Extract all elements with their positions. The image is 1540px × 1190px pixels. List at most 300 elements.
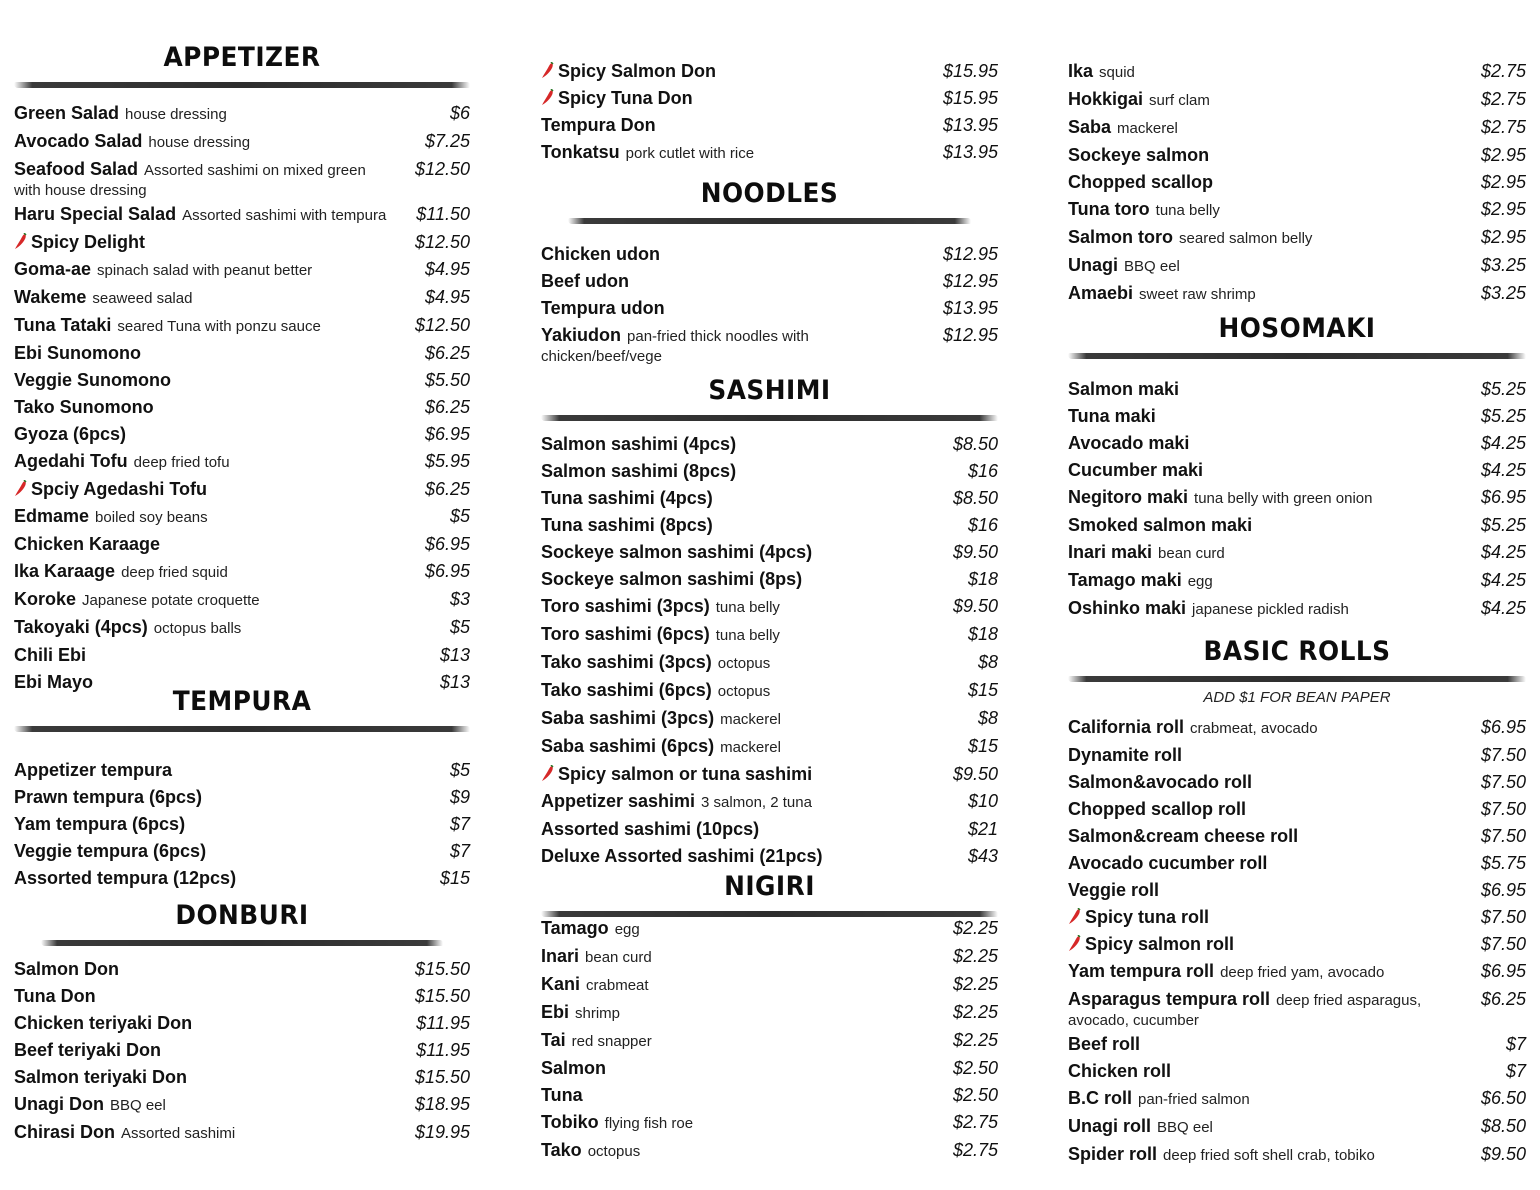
menu-item-text [14,838,390,865]
menu-item-name: Salmon&avocado roll [1068,772,1253,792]
section-donburi-continued [541,58,998,167]
brush-divider [41,940,442,946]
menu-item-description: BBQ eel [110,1097,166,1114]
menu-item-description: flying fish roe [604,1115,694,1132]
menu-item-description: tuna belly with green onion [1194,490,1373,507]
menu-item-price: $7.25 [424,131,470,151]
menu-item-price: $15 [967,680,998,700]
menu-item-price: $6 [449,103,470,123]
menu-item-description: crabmeat [586,977,649,994]
chili-pepper-icon [14,231,27,248]
menu-item-price: $15.50 [414,1067,470,1087]
menu-item [14,367,470,394]
menu-item [14,757,470,784]
menu-item-text [14,1119,390,1147]
menu-item-name: Green Salad [14,103,120,123]
menu-item [1068,142,1526,169]
menu-item-name: Inari [541,946,580,966]
menu-item-price: $7.50 [1480,799,1526,819]
menu-item-price: $5.25 [1480,515,1526,535]
menu-item [1068,169,1526,196]
menu-item-name: Tempura Don [541,115,656,135]
menu-item-price: $8.50 [952,434,998,454]
menu-item-description: seared Tuna with ponzu sauce [117,318,321,335]
section-title-nigiri: NIGIRI [724,871,815,902]
menu-item-text [541,999,918,1027]
menu-item-description: BBQ eel [1124,258,1180,275]
menu-item [14,394,470,421]
menu-item [14,838,470,865]
menu-item-description: house dressing [148,134,251,151]
menu-item-text [1068,1058,1446,1085]
menu-item-text [14,757,390,784]
menu-item [541,788,998,816]
menu-item-name: B.C roll [1068,1088,1133,1108]
menu-item-text [14,312,390,340]
menu-item-description: pan-fried salmon [1138,1091,1250,1108]
menu-item-text [1068,904,1446,931]
menu-item [541,1055,998,1082]
menu-item-description: octopus [587,1143,641,1160]
menu-item-text [541,295,918,322]
menu-item [541,1137,998,1165]
menu-item [541,85,998,112]
section-noodles [541,176,998,367]
menu-item [14,983,470,1010]
menu-item-price: $2.25 [952,918,998,938]
menu-item-name: Cucumber maki [1068,460,1204,480]
menu-item-text [541,512,918,539]
menu-item-name: Toro sashimi (3pcs) [541,596,710,616]
menu-item-name: Salmon Don [14,959,120,979]
menu-item-price: $2.95 [1480,199,1526,219]
section-title-tempura: TEMPURA [172,686,312,717]
menu-item-name: Salmon [541,1058,607,1078]
menu-item-price: $12.50 [414,315,470,335]
menu-item-name: Yakiudon [541,325,622,345]
brush-divider [541,415,998,421]
menu-item [541,295,998,322]
menu-item-text [541,485,918,512]
menu-item-price: $5.25 [1480,406,1526,426]
menu-item-description: egg [614,921,640,938]
menu-item [14,558,470,586]
brush-divider [1068,353,1526,359]
menu-item-price: $7.50 [1480,745,1526,765]
menu-item-description: mackerel [720,739,781,756]
menu-item-name: California roll [1068,717,1185,737]
menu-item [541,649,998,677]
menu-item-text [14,367,390,394]
menu-item-text [14,201,390,229]
menu-item-price: $11.50 [416,204,470,224]
menu-item [1068,1085,1526,1113]
menu-item-price: $6.25 [1480,989,1526,1009]
menu-item-text [1068,114,1446,142]
menu-item-price: $3.25 [1480,255,1526,275]
menu-item-text [541,1027,918,1055]
menu-item-price: $2.95 [1480,172,1526,192]
menu-item-text [1068,196,1446,224]
menu-item-text [541,788,918,816]
menu-item [14,503,470,531]
menu-item-text [541,431,918,458]
menu-item-description: tuna belly [715,627,780,644]
menu-item-price: $7 [449,814,470,834]
menu-item-text [1068,86,1446,114]
menu-item-price: $12.95 [942,325,998,345]
menu-item [541,705,998,733]
menu-item-name: Sockeye salmon sashimi (4pcs) [541,542,813,562]
menu-item [1068,58,1526,86]
menu-item-name: Tuna [541,1085,583,1105]
menu-item [14,1119,470,1147]
menu-item-description: japanese pickled radish [1192,601,1349,618]
menu-item-price: $6.25 [424,479,470,499]
menu-item-description: surf clam [1149,92,1210,109]
menu-item-text [541,539,918,566]
menu-item-name: Beef teriyaki Don [14,1040,162,1060]
menu-item-price: $2.75 [952,1112,998,1132]
menu-item [541,677,998,705]
menu-item-name: Goma-ae [14,259,92,279]
menu-item [541,593,998,621]
menu-item-price: $4.25 [1480,598,1526,618]
menu-item-price: $2.75 [1480,61,1526,81]
menu-item-price: $13 [439,645,470,665]
menu-item [541,761,998,788]
menu-item-text [1068,539,1446,567]
menu-item [541,999,998,1027]
menu-item-text [1068,58,1446,86]
menu-item [541,458,998,485]
menu-item-text [541,593,918,621]
menu-item-price: $7.50 [1480,907,1526,927]
menu-item-text [541,816,918,843]
section-tempura [14,684,470,892]
menu-item-name: Tako sashimi (6pcs) [541,680,712,700]
menu-item [14,256,470,284]
menu-item-price: $9.50 [1480,1144,1526,1164]
menu-item-description: Assorted sashimi on mixed green with house dressing [14,162,366,199]
menu-item-text [1068,252,1446,280]
menu-item-name: Yam tempura roll [1068,961,1215,981]
menu-item-name: Yam tempura (6pcs) [14,814,186,834]
menu-item [1068,1031,1526,1058]
menu-item-name: Unagi Don [14,1094,104,1114]
menu-item-name: Tai [541,1030,566,1050]
menu-item [1068,86,1526,114]
menu-item-text [14,531,390,558]
menu-item-price: $2.95 [1480,145,1526,165]
nigiri-list [541,915,998,1165]
section-nigiri-continued [1068,58,1526,308]
nigiri-continued-list [1068,58,1526,308]
menu-item-text [14,100,390,128]
menu-item-price: $18 [967,569,998,589]
menu-item-text [541,1055,918,1082]
menu-item [1068,877,1526,904]
menu-item-name: Assorted sashimi (10pcs) [541,819,760,839]
menu-item-name: Salmon toro [1068,227,1174,247]
menu-item-description: tuna belly [1155,202,1220,219]
menu-item-price: $6.25 [424,343,470,363]
menu-item-description: deep fried asparagus, avocado, cucumber [1068,992,1422,1029]
menu-item-price: $4.95 [424,259,470,279]
menu-item-name: Inari maki [1068,542,1153,562]
menu-item-text [14,340,390,367]
menu-item [1068,224,1526,252]
menu-item-name: Tamago maki [1068,570,1182,590]
menu-item [1068,1113,1526,1141]
menu-item-text [14,256,390,284]
menu-item-name: Tonkatsu [541,142,620,162]
menu-item-price: $6.95 [424,424,470,444]
menu-item [541,539,998,566]
menu-item-name: Seafood Salad [14,159,139,179]
menu-item [1068,512,1526,539]
menu-item-name: Salmon sashimi (4pcs) [541,434,737,454]
chili-pepper-icon [541,60,554,77]
menu-item-price: $5.75 [1480,853,1526,873]
menu-item-price: $12.95 [942,244,998,264]
menu-item-description: Assorted sashimi [121,1125,236,1142]
menu-item-text [1068,769,1446,796]
menu-item-text [14,448,390,476]
menu-item-price: $8 [977,652,998,672]
menu-item-text [14,156,390,200]
menu-item [14,448,470,476]
menu-item-name: Chicken Karaage [14,534,161,554]
menu-item-description: deep fried soft shell crab, tobiko [1163,1147,1375,1164]
menu-item-text [541,943,918,971]
menu-item-description: house dressing [125,106,227,123]
section-donburi [14,898,470,1147]
brush-divider [1068,676,1526,682]
menu-item-price: $6.95 [1480,487,1526,507]
menu-item-price: $2.75 [1480,117,1526,137]
menu-item [14,421,470,448]
menu-item [14,340,470,367]
menu-item-name: Salmon maki [1068,379,1180,399]
menu-item-name: Sockeye salmon sashimi (8ps) [541,569,803,589]
basic-rolls-list [1068,714,1526,1169]
menu-item [1068,850,1526,877]
menu-item-text [1068,850,1446,877]
menu-item [1068,484,1526,512]
menu-item [14,642,470,669]
menu-item-text [1068,1113,1446,1141]
menu-item-price: $18 [967,624,998,644]
menu-item-price: $7.50 [1480,934,1526,954]
menu-item [1068,986,1526,1031]
menu-item-price: $8.50 [952,488,998,508]
menu-item [1068,403,1526,430]
menu-item-name: Takoyaki (4pcs) [14,617,148,637]
menu-item-description: Japanese potate croquette [82,592,260,609]
menu-item-name: Saba sashimi (6pcs) [541,736,715,756]
menu-item [541,512,998,539]
menu-item-name: Haru Special Salad [14,204,177,224]
menu-item-name: Saba [1068,117,1112,137]
menu-item-name: Tako [541,1140,582,1160]
menu-item-description: bean curd [1158,545,1225,562]
menu-item-text [1068,1031,1446,1058]
chili-pepper-icon [541,87,554,104]
menu-item-text [1068,958,1446,986]
section-basic-rolls [1068,634,1526,1169]
menu-item-price: $9.50 [952,542,998,562]
menu-item-name: Unagi [1068,255,1119,275]
chili-pepper-icon [541,763,554,780]
menu-item-name: Chili Ebi [14,645,86,665]
menu-item [1068,595,1526,623]
menu-item [14,1037,470,1064]
menu-item-price: $2.75 [1480,89,1526,109]
menu-item-name: Wakeme [14,287,87,307]
menu-item-description: egg [1187,573,1213,590]
menu-item-text [14,476,390,503]
menu-item-price: $12.50 [414,159,470,179]
menu-item-name: Toro sashimi (6pcs) [541,624,710,644]
menu-item [1068,196,1526,224]
menu-item-text [1068,512,1446,539]
menu-item-text [1068,1141,1446,1169]
menu-item-name: Prawn tempura (6pcs) [14,787,203,807]
menu-item-name: Tako Sunomono [14,397,154,417]
menu-item-price: $4.25 [1480,433,1526,453]
menu-item-text [541,677,918,705]
menu-item-description: BBQ eel [1157,1119,1213,1136]
menu-item-name: Ika Karaage [14,561,116,581]
menu-item-description: pan-fried thick noodles with chicken/beef/vege [541,328,809,365]
menu-item-text [541,1082,918,1109]
menu-item-text [1068,742,1446,769]
menu-item-text [14,614,390,642]
menu-item-price: $6.50 [1480,1088,1526,1108]
menu-item-text [541,733,918,761]
menu-item-name: Spciy Agedashi Tofu [31,479,208,499]
menu-item-name: Appetizer sashimi [541,791,696,811]
menu-item-name: Agedahi Tofu [14,451,128,471]
menu-item [1068,958,1526,986]
menu-item-text [1068,280,1446,308]
menu-item [541,268,998,295]
menu-item-name: Sockeye salmon [1068,145,1210,165]
menu-item [14,784,470,811]
menu-item-text [541,1137,918,1165]
section-sashimi [541,373,998,870]
menu-item-name: Tuna maki [1068,406,1156,426]
menu-item-text [14,558,390,586]
menu-item-description: sweet raw shrimp [1139,286,1256,303]
menu-item-description: octopus [717,683,771,700]
menu-item-text [1068,169,1446,196]
menu-item-name: Koroke [14,589,77,609]
menu-item [1068,430,1526,457]
menu-item [14,614,470,642]
menu-item-price: $12.95 [942,271,998,291]
menu-item-price: $6.95 [424,534,470,554]
menu-item [541,139,998,167]
menu-item-text [1068,986,1446,1030]
menu-item [541,566,998,593]
menu-item-text [1068,796,1446,823]
menu-item [1068,539,1526,567]
menu-item-name: Ebi Sunomono [14,343,141,363]
menu-item-price: $5.95 [424,451,470,471]
section-title-sashimi: SASHIMI [708,375,831,406]
sashimi-list [541,431,998,870]
menu-item-name: Tuna sashimi (8pcs) [541,515,713,535]
menu-item-text [541,322,918,366]
menu-item-price: $8 [977,708,998,728]
menu-item-name: Chicken udon [541,244,661,264]
menu-item-name: Dynamite roll [1068,745,1183,765]
menu-item [1068,376,1526,403]
menu-item-price: $7.50 [1480,826,1526,846]
menu-item-text [14,983,390,1010]
hosomaki-list [1068,376,1526,623]
menu-item-description: boiled soy beans [95,509,208,526]
menu-item-price: $6.95 [1480,717,1526,737]
menu-item-name: Oshinko maki [1068,598,1187,618]
menu-item-price: $5 [449,760,470,780]
menu-item [541,733,998,761]
menu-item-price: $2.50 [952,1085,998,1105]
menu-item-text [541,843,918,870]
section-hosomaki [1068,311,1526,623]
menu-item-price: $8.50 [1480,1116,1526,1136]
menu-item-price: $18.95 [414,1094,470,1114]
menu-item-text [1068,823,1446,850]
menu-item [541,58,998,85]
section-appetizer [14,40,470,696]
menu-item [1068,280,1526,308]
menu-item-text [14,865,390,892]
menu-item-description: pork cutlet with rice [625,145,755,162]
menu-item-price: $15.95 [942,88,998,108]
menu-item [541,816,998,843]
menu-item-name: Chopped scallop [1068,172,1214,192]
menu-item [541,843,998,870]
menu-item-text [1068,567,1446,595]
menu-item [1068,769,1526,796]
menu-item [1068,567,1526,595]
chili-pepper-icon [1068,933,1081,950]
menu-item-name: Smoked salmon maki [1068,515,1253,535]
menu-item-name: Veggie Sunomono [14,370,172,390]
menu-item-name: Spicy tuna roll [1085,907,1210,927]
menu-item [541,112,998,139]
menu-item-price: $21 [967,819,998,839]
menu-item-description: crabmeat, avocado [1190,720,1318,737]
menu-item [14,956,470,983]
menu-item-price: $5.25 [1480,379,1526,399]
noodles-list [541,241,998,367]
menu-item-name: Unagi roll [1068,1116,1152,1136]
tempura-list [14,757,470,892]
menu-item-price: $10 [967,791,998,811]
menu-item [541,485,998,512]
menu-item [1068,1141,1526,1169]
menu-item-price: $2.25 [952,974,998,994]
menu-item-description: 3 salmon, 2 tuna [701,794,812,811]
menu-item [14,128,470,156]
section-title-donburi: DONBURI [175,900,309,931]
menu-item-text [541,139,918,167]
menu-item-price: $3 [449,589,470,609]
